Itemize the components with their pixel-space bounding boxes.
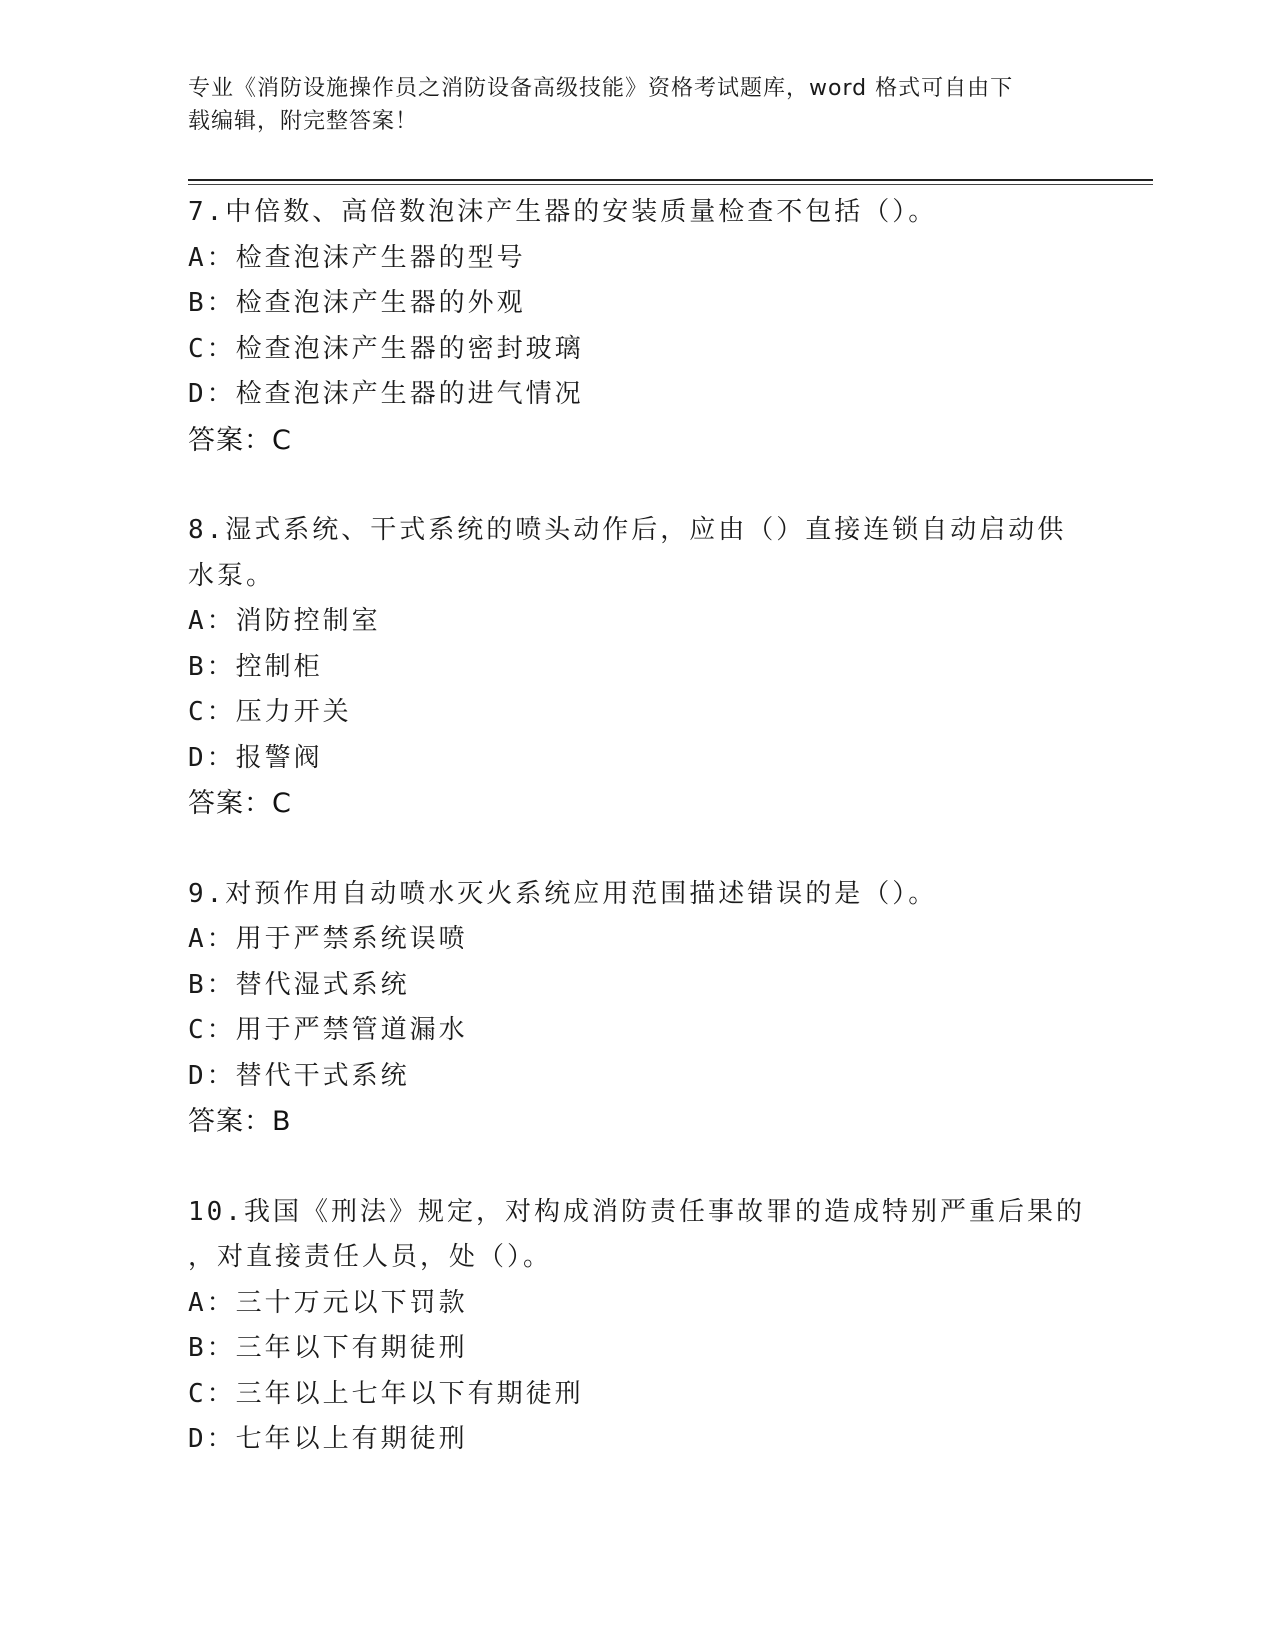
option-b: B：控制柜 — [188, 651, 323, 682]
question-stem-line-2: ，对直接责任人员，处（）。 — [188, 1242, 553, 1272]
header-divider-thin — [188, 184, 1153, 185]
option-c: C：检查泡沫产生器的密封玻璃 — [188, 333, 584, 364]
question-stem: 9.对预作用自动喷水灭火系统应用范围描述错误的是（）。 — [188, 878, 938, 909]
option-a: A：三十万元以下罚款 — [188, 1287, 468, 1318]
option-a: A：用于严禁系统误喷 — [188, 924, 468, 954]
option-c: C：用于严禁管道漏水 — [188, 1015, 468, 1045]
option-b: B：替代湿式系统 — [188, 969, 410, 1000]
question-stem-line-1: 10.我国《刑法》规定，对构成消防责任事故罪的造成特别严重后果的 — [188, 1196, 1085, 1227]
answer: 答案：C — [188, 424, 292, 456]
option-b: B：三年以下有期徒刑 — [188, 1333, 468, 1363]
document-header — [188, 72, 1068, 138]
question-stem-line-2: 水泵。 — [188, 560, 276, 591]
option-d: D：替代干式系统 — [188, 1060, 410, 1091]
option-c: C：压力开关 — [188, 697, 352, 727]
question-stem-line-1: 8.湿式系统、干式系统的喷头动作后，应由（）直接连锁自动启动供 — [188, 515, 1067, 545]
question-9 — [188, 872, 1088, 1145]
question-7 — [188, 190, 1088, 463]
option-c: C：三年以上七年以下有期徒刑 — [188, 1378, 584, 1409]
header-line-1: 专业《消防设施操作员之消防设备高级技能》资格考试题库，word 格式可自由下 — [188, 76, 1014, 101]
option-d: D：七年以上有期徒刑 — [188, 1424, 468, 1454]
option-d: D：检查泡沫产生器的进气情况 — [188, 379, 584, 409]
header-line-2: 载编辑，附完整答案！ — [188, 109, 419, 134]
question-8 — [188, 508, 1088, 827]
answer: 答案：C — [188, 788, 292, 819]
header-divider-thick — [188, 179, 1153, 181]
question-stem: 7.中倍数、高倍数泡沫产生器的安装质量检查不包括（）。 — [188, 197, 938, 227]
option-d: D：报警阀 — [188, 742, 323, 773]
option-b: B：检查泡沫产生器的外观 — [188, 288, 526, 318]
question-10 — [188, 1190, 1088, 1463]
option-a: A：检查泡沫产生器的型号 — [188, 242, 526, 273]
option-a: A：消防控制室 — [188, 606, 381, 636]
question-list — [188, 190, 1088, 1508]
answer: 答案：B — [188, 1106, 292, 1137]
